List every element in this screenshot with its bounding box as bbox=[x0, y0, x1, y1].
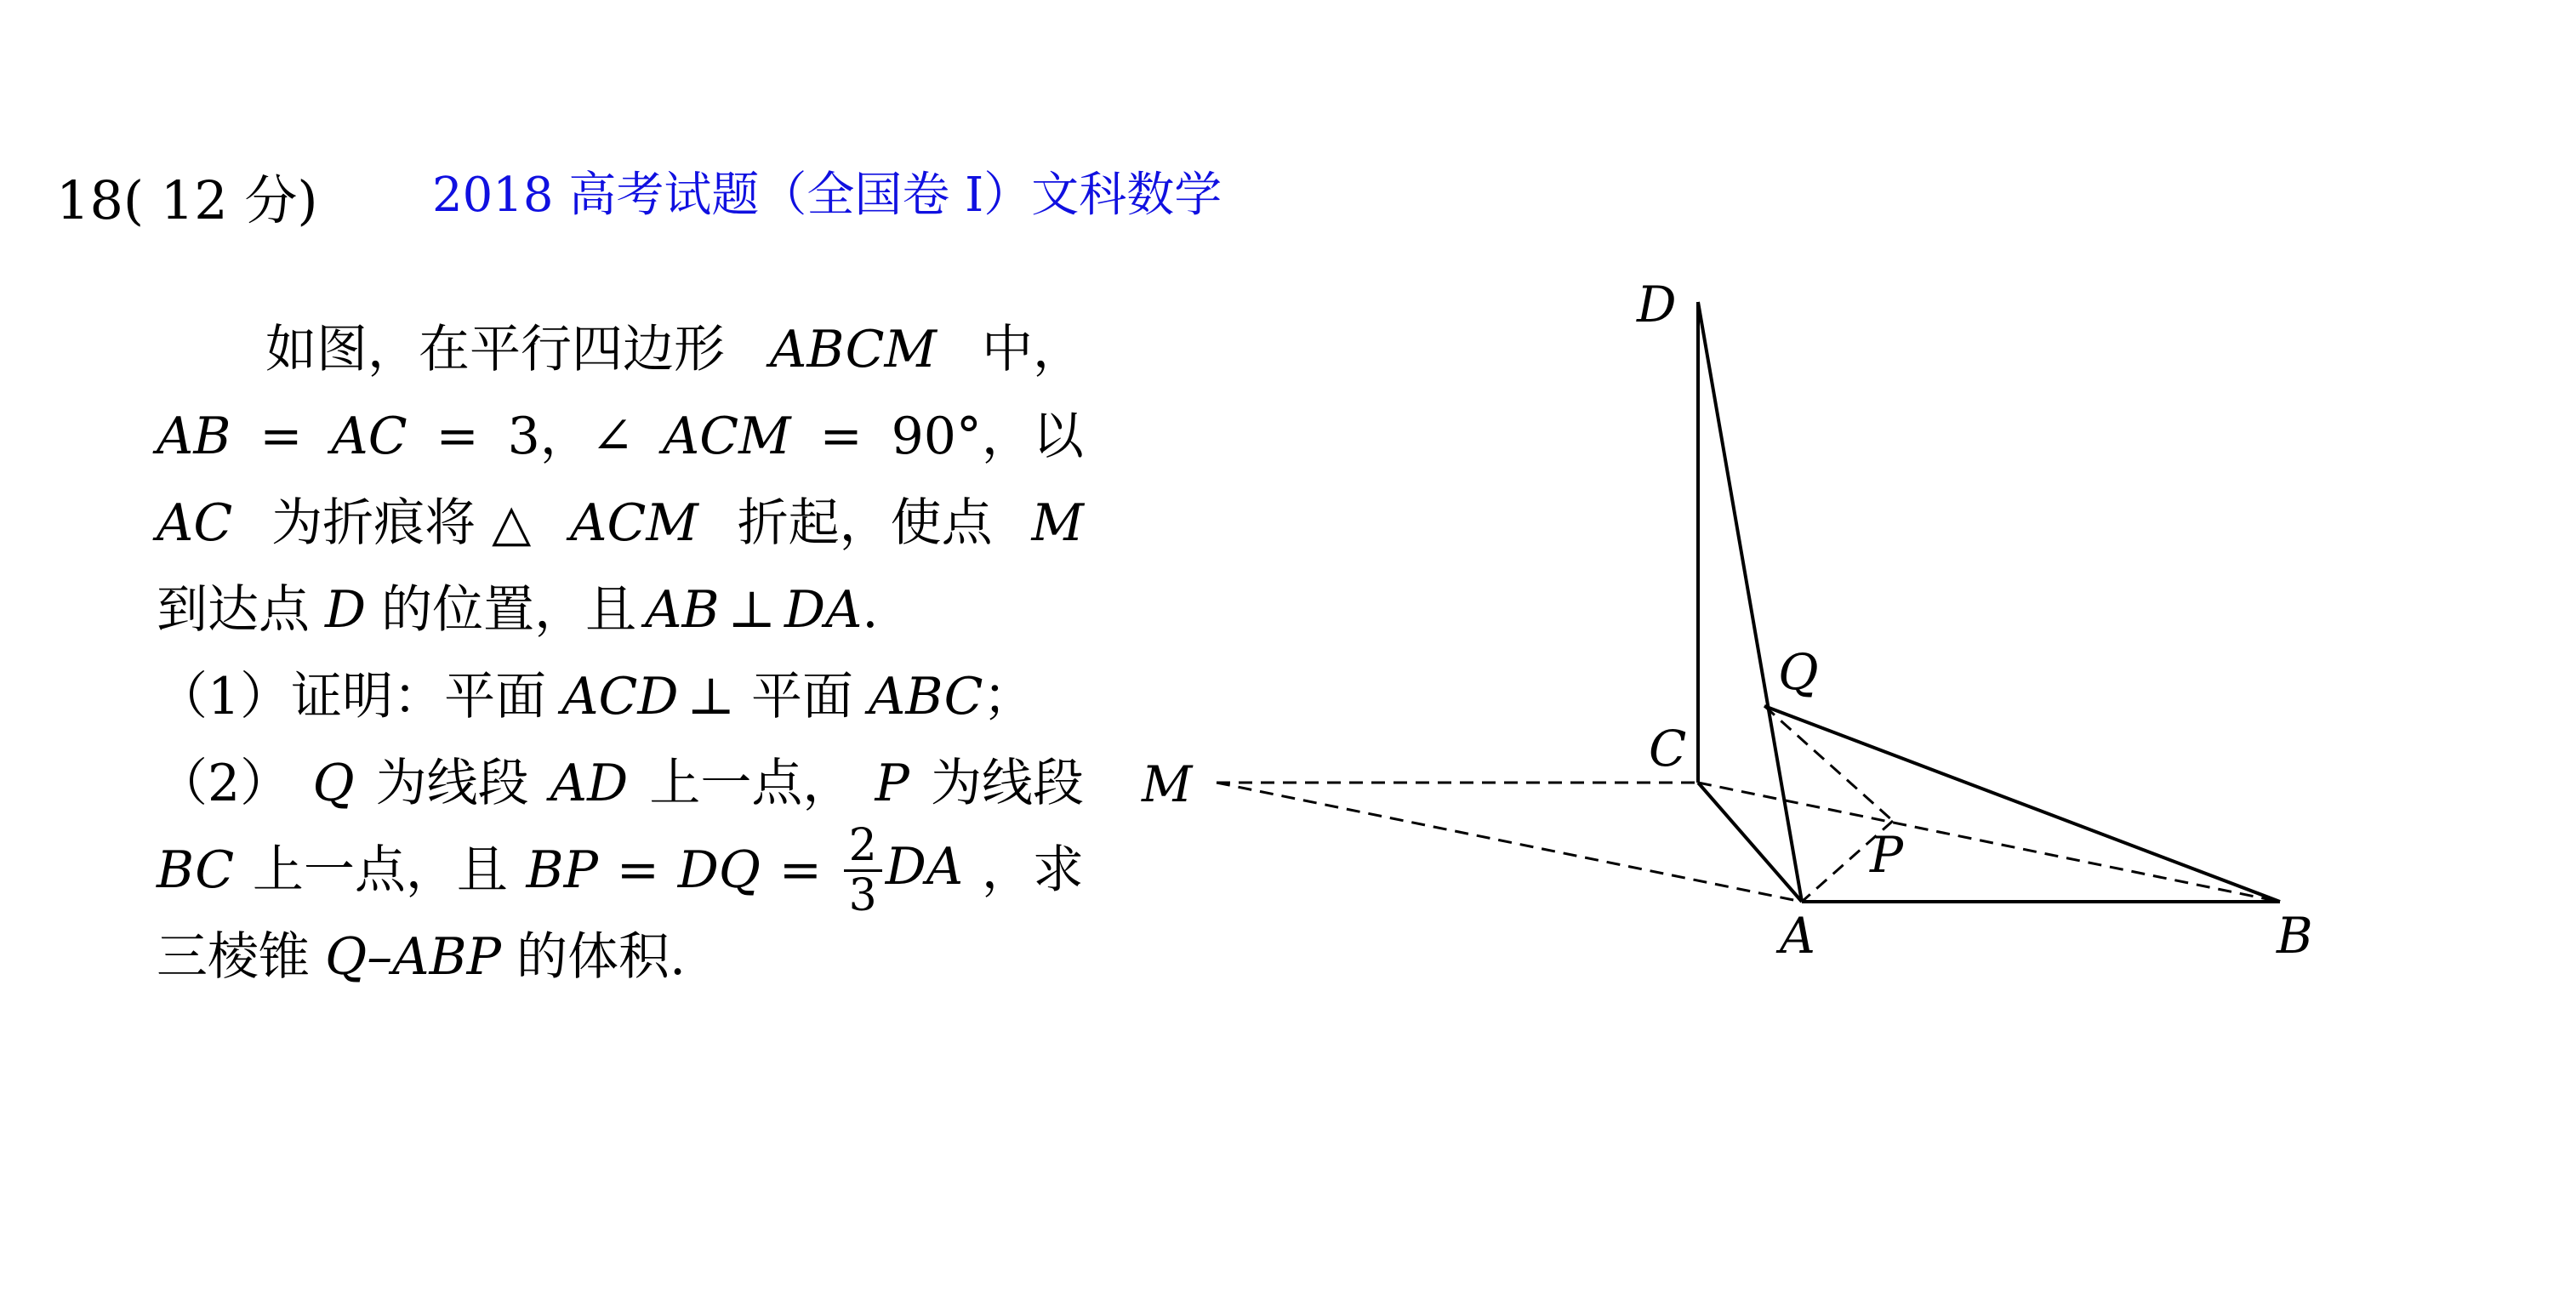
question-1 bbox=[157, 653, 1084, 740]
math-symbol: = bbox=[616, 840, 659, 900]
text: ； bbox=[983, 667, 1034, 726]
edge-qb bbox=[1764, 706, 2280, 902]
text: 90°，以 bbox=[891, 407, 1084, 466]
text: 中， bbox=[981, 320, 1084, 379]
math: ACM bbox=[570, 493, 698, 553]
statement-line-2 bbox=[157, 393, 1084, 480]
math-symbol: = bbox=[819, 407, 863, 466]
math: M bbox=[1031, 493, 1084, 553]
math: BC bbox=[157, 840, 235, 900]
problem-number: 18( 12 分) bbox=[56, 169, 318, 231]
math-symbol: = bbox=[436, 407, 479, 466]
label-b: B bbox=[2277, 907, 2313, 965]
text: 的体积. bbox=[516, 927, 687, 987]
math: DA bbox=[885, 836, 964, 897]
math: DA bbox=[784, 580, 863, 640]
text: 折起，使点 bbox=[737, 493, 993, 553]
label-q: Q bbox=[1778, 643, 1819, 701]
text: 上一点，且 bbox=[252, 840, 508, 900]
statement-line-1 bbox=[157, 306, 1084, 393]
question-2 bbox=[157, 740, 1084, 827]
math: D bbox=[325, 580, 367, 640]
statement-line-4 bbox=[157, 567, 1084, 653]
problem-statement bbox=[157, 306, 1084, 1000]
fraction bbox=[844, 819, 882, 921]
question-2-line-3 bbox=[157, 914, 1084, 1000]
text: 为线段 bbox=[930, 754, 1084, 813]
text: ，求 bbox=[981, 840, 1084, 900]
text: 3，∠ bbox=[507, 407, 635, 466]
geometry-figure bbox=[1106, 255, 2382, 1021]
edge-da bbox=[1698, 302, 1802, 902]
text: 如图，在平行四边形 bbox=[265, 320, 725, 379]
math: ABCM bbox=[770, 320, 937, 379]
math: AC bbox=[331, 407, 407, 466]
statement-line-3 bbox=[157, 480, 1084, 567]
text: ⊥ 平面 bbox=[687, 667, 854, 726]
text: 为折痕将 △ bbox=[271, 493, 532, 553]
text: 上一点， bbox=[649, 754, 854, 813]
text: 的位置，且 bbox=[381, 580, 637, 640]
math: ACD bbox=[561, 667, 679, 726]
math: AB bbox=[157, 407, 231, 466]
math: P bbox=[875, 754, 909, 813]
math-symbol: = bbox=[259, 407, 303, 466]
text: （2） bbox=[157, 754, 292, 813]
label-m: M bbox=[1142, 755, 1193, 813]
question-2-line-2 bbox=[157, 819, 1084, 921]
math-symbol: ⊥ bbox=[727, 580, 776, 640]
text: 到达点 bbox=[157, 580, 310, 640]
text: . bbox=[862, 580, 879, 640]
text: （1）证明：平面 bbox=[157, 667, 547, 726]
math: Q–ABP bbox=[325, 927, 501, 987]
math: Q bbox=[312, 754, 355, 813]
label-c: C bbox=[1649, 720, 1687, 777]
math: ACM bbox=[662, 407, 791, 466]
label-a: A bbox=[1780, 907, 1815, 965]
math: DQ bbox=[677, 840, 761, 900]
problem-source: 2018 高考试题（全国卷 I）文科数学 bbox=[432, 168, 1222, 223]
fraction-numerator: 2 bbox=[844, 822, 882, 872]
fraction-denominator: 3 bbox=[848, 869, 877, 921]
math: AD bbox=[550, 754, 629, 813]
math-symbol: = bbox=[778, 840, 822, 900]
text: 三棱锥 bbox=[157, 927, 310, 987]
label-d: D bbox=[1637, 276, 1677, 333]
math: ABC bbox=[869, 667, 983, 726]
math: AC bbox=[157, 493, 233, 553]
text: 为线段 bbox=[375, 754, 529, 813]
label-p: P bbox=[1870, 826, 1904, 884]
math: BP bbox=[526, 840, 598, 900]
math: AB bbox=[645, 580, 720, 640]
